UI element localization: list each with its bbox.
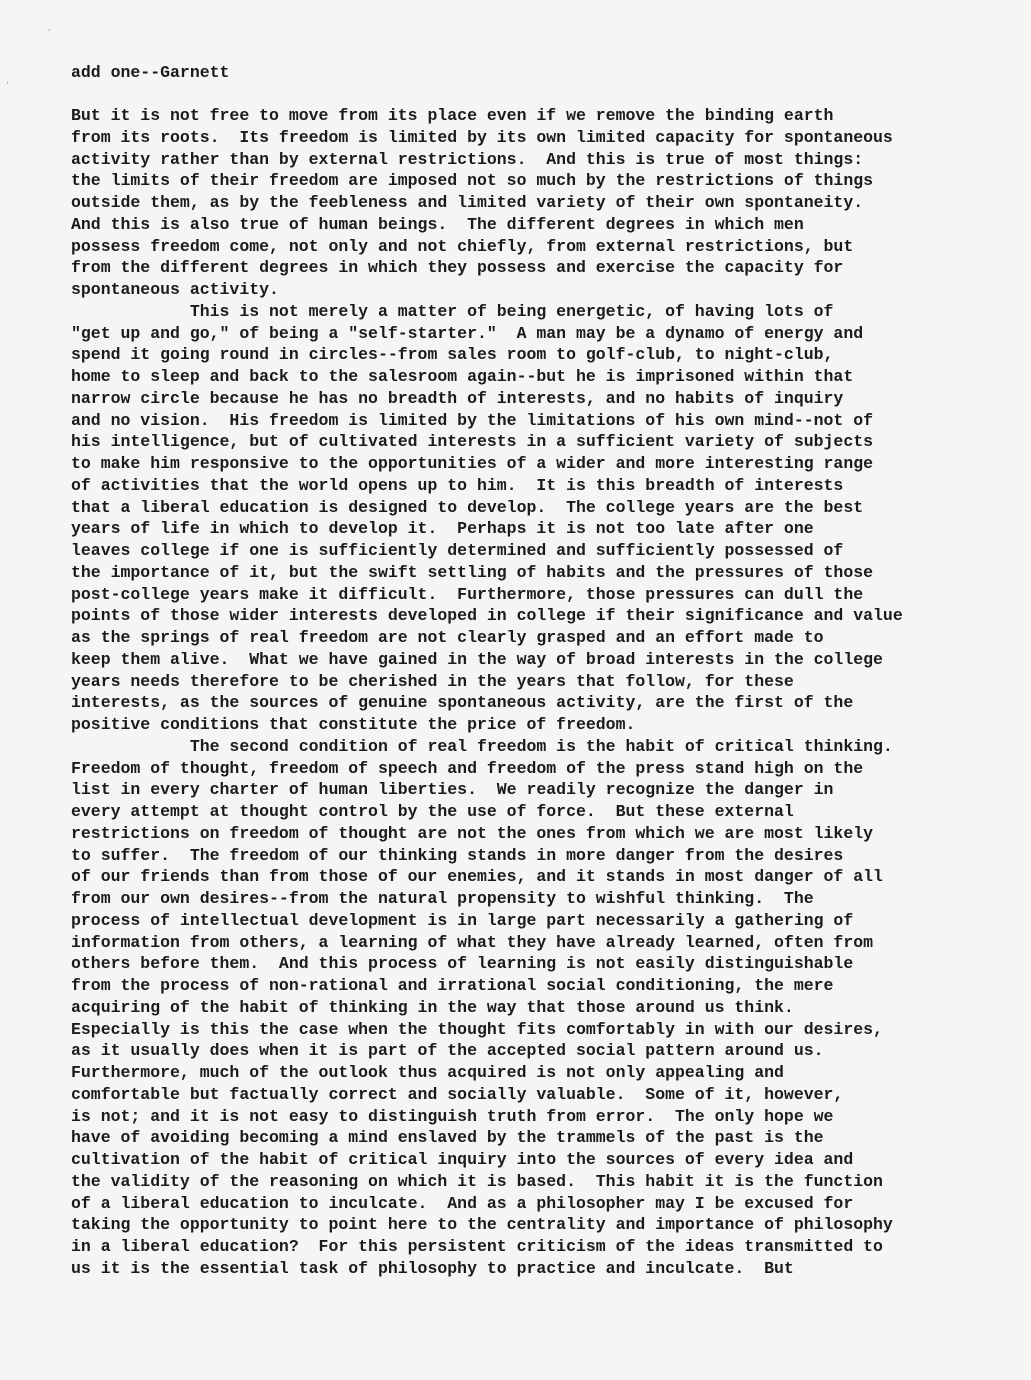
- text-line: Freedom of thought, freedom of speech and freedom of the press stand high on the: [71, 758, 864, 778]
- text-line: spend it going round in circles--from sales room to golf-club, to night-club,: [71, 345, 834, 365]
- text-line: to suffer. The freedom of our thinking stands in more danger from the desires: [71, 845, 844, 865]
- text-line: home to sleep and back to the salesroom again--but he is imprisoned within that: [71, 367, 854, 386]
- body-text: [71, 105, 1021, 1280]
- text-line: as the springs of real freedom are not clearly grasped and an effort made to: [71, 628, 824, 647]
- text-line: have of avoiding becoming a mind enslaved by the trammels of the past is the: [71, 1128, 824, 1148]
- text-line: from our own desires--from the natural propensity to wishful thinking. The: [71, 889, 814, 908]
- text-line: And this is also true of human beings. The different degrees in which men: [71, 214, 804, 234]
- text-line: points of those wider interests developed in college if their significance and value: [71, 606, 903, 626]
- text-line: his intelligence, but of cultivated interests in a sufficient variety of subjects: [71, 432, 874, 452]
- text-line: the importance of it, but the swift settling of habits and the pressures of those: [71, 562, 874, 582]
- text-line: leaves college if one is sufficiently determined and sufficiently possessed of: [71, 541, 844, 560]
- text-line: restrictions on freedom of thought are not the ones from which we are most likely: [71, 823, 874, 843]
- text-line: possess freedom come, not only and not chiefly, from external restrictions, but: [71, 236, 854, 256]
- text-line: us it is the essential task of philosophy to practice and inculcate. But: [71, 1258, 794, 1278]
- text-line: spontaneous activity.: [71, 280, 279, 299]
- text-line: that a liberal education is designed to develop. The college years are the best: [71, 497, 864, 517]
- page-header: add one--Garnett: [71, 63, 230, 82]
- text-line: taking the opportunity to point here to the centrality and importance of philosophy: [71, 1215, 893, 1235]
- text-line: is not; and it is not easy to distinguish truth from error. The only hope we: [71, 1106, 834, 1126]
- text-line: But it is not free to move from its place even if we remove the binding earth: [71, 106, 834, 125]
- text-line: others before them. And this process of learning is not easily distinguishable: [71, 954, 854, 974]
- text-line: every attempt at thought control by the use of force. But these external: [71, 802, 794, 821]
- text-line: comfortable but factually correct and socially valuable. Some of it, however,: [71, 1084, 844, 1104]
- text-line: positive conditions that constitute the price of freedom.: [71, 715, 636, 734]
- text-line: to make him responsive to the opportunities of a wider and more interesting range: [71, 454, 874, 473]
- text-line: years of life in which to develop it. Perhaps it is not too late after one: [71, 519, 814, 539]
- text-line: information from others, a learning of what they have already learned, often from: [71, 932, 874, 952]
- text-line: cultivation of the habit of critical inquiry into the sources of every idea and: [71, 1150, 854, 1169]
- text-line: of our friends than from those of our enemies, and it stands in most danger of all: [71, 867, 883, 887]
- text-line: years needs therefore to be cherished in the years that follow, for these: [71, 671, 794, 691]
- text-line: keep them alive. What we have gained in the way of broad interests in the college: [71, 649, 883, 669]
- text-line: list in every charter of human liberties. We readily recognize the danger in: [71, 780, 834, 800]
- text-line: from its roots. Its freedom is limited by its own limited capacity for spontaneous: [71, 127, 893, 147]
- text-line: in a liberal education? For this persistent criticism of the ideas transmitted to: [71, 1237, 883, 1256]
- text-line: process of intellectual development is in large part necessarily a gathering of: [71, 910, 854, 930]
- text-line: acquiring of the habit of thinking in the way that those around us think.: [71, 997, 794, 1017]
- text-line: of a liberal education to inculcate. And as a philosopher may I be excused for: [71, 1193, 854, 1213]
- text-line: from the process of non-rational and irrational social conditioning, the mere: [71, 976, 834, 995]
- text-line: narrow circle because he has no breadth of interests, and no habits of inquiry: [71, 388, 844, 408]
- text-line: interests, as the sources of genuine spontaneous activity, are the first of the: [71, 693, 854, 713]
- margin-mark: ,: [6, 76, 9, 86]
- text-line: activity rather than by external restrictions. And this is true of most things:: [71, 149, 864, 169]
- text-line: the limits of their freedom are imposed not so much by the restrictions of things: [71, 171, 874, 191]
- text-line: from the different degrees in which they possess and exercise the capacity for: [71, 258, 844, 278]
- text-line: outside them, as by the feebleness and limited variety of their own spontaneity.: [71, 193, 864, 212]
- text-line: Furthermore, much of the outlook thus acquired is not only appealing and: [71, 1063, 784, 1082]
- text-line: The second condition of real freedom is the habit of critical thinking.: [71, 736, 893, 756]
- text-line: "get up and go," of being a "self-starter." A man may be a dynamo of energy and: [71, 323, 864, 343]
- text-line: as it usually does when it is part of the accepted social pattern around us.: [71, 1041, 824, 1061]
- text-line: the validity of the reasoning on which it is based. This habit it is the function: [71, 1171, 883, 1191]
- text-line: Especially is this the case when the thought fits comfortably in with our desires,: [71, 1019, 883, 1039]
- text-line: and no vision. His freedom is limited by the limitations of his own mind--not of: [71, 410, 874, 430]
- text-line: post-college years make it difficult. Furthermore, those pressures can dull the: [71, 584, 864, 604]
- margin-mark: ': [48, 28, 51, 38]
- text-line: This is not merely a matter of being energetic, of having lots of: [71, 301, 834, 321]
- text-line: of activities that the world opens up to him. It is this breadth of interests: [71, 475, 844, 495]
